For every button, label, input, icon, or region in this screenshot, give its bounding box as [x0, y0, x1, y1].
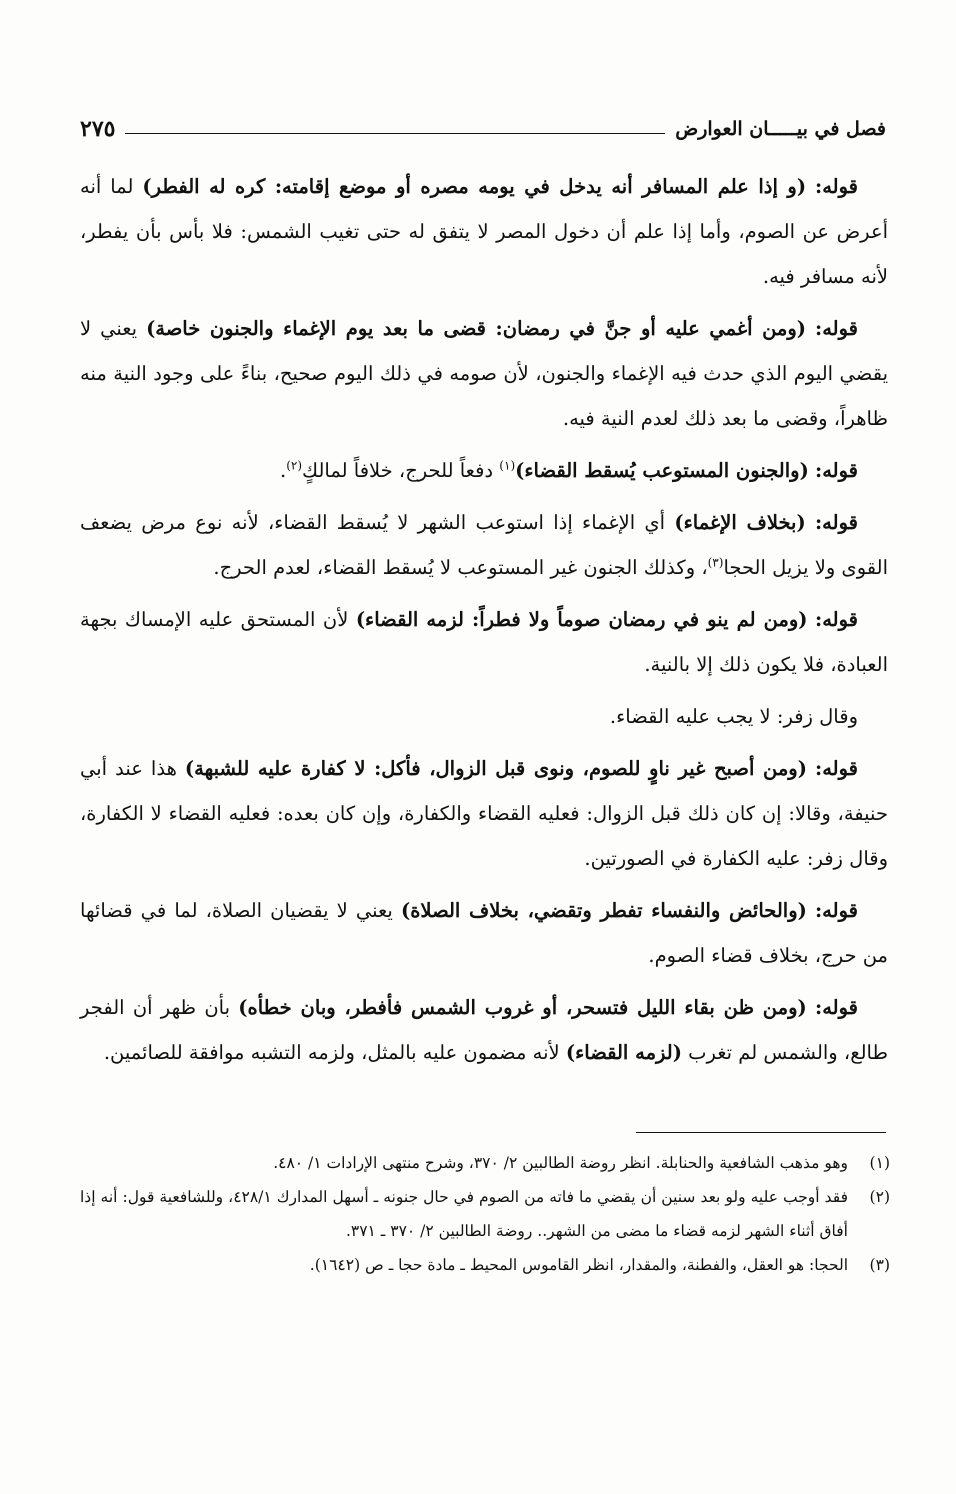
- header-rule: [125, 133, 665, 134]
- footnote-text: الحجا: هو العقل، والفطنة، والمقدار، انظر القاموس المحيط ـ مادة حجا ـ ص (١٦٤٢).: [309, 1256, 848, 1274]
- quoted-matn: (و إذا علم المسافر أنه يدخل في يومه مصره أو موضع إقامته: كره له الفطر): [142, 175, 807, 198]
- footnote-text: وهو مذهب الشافعية والحنابلة. انظر روضة الطالبين ٢/ ٣٧٠، وشرح منتهى الإرادات ١/ ٤٨٠.: [273, 1154, 848, 1172]
- quoted-matn: (ومن لم ينو في رمضان صوماً ولا فطراً: لزمه القضاء): [355, 608, 808, 631]
- commentary-text: بأن ظهر أن الفجر طالع، والشمس لم تغرب: [80, 996, 888, 1064]
- commentary-text: يعني لا يقضيان الصلاة، لما في قضائها من حرج، بخلاف قضاء الصوم.: [80, 899, 888, 967]
- commentary-text: لأن المستحق عليه الإمساك بجهة العبادة، فلا يكون ذلك إلا بالنية.: [80, 608, 888, 676]
- paragraph: [80, 888, 888, 978]
- paragraph: [80, 306, 888, 441]
- paragraph-lead: قوله:: [815, 175, 859, 198]
- paragraph-lead: قوله:: [814, 511, 858, 534]
- paragraph-lead: قوله:: [815, 996, 859, 1019]
- commentary-text: .: [280, 459, 287, 482]
- quoted-matn: (ومن أصبح غير ناوٍ للصوم، ونوى قبل الزوال، فأكل: لا كفارة عليه للشبهة): [184, 757, 807, 780]
- chapter-title: فصل في بيـــــان العوارض: [675, 118, 886, 140]
- quoted-matn: (والحائض والنفساء تفطر وتقضي، بخلاف الصلاة): [400, 899, 807, 922]
- quoted-matn: (والجنون المستوعب يُسقط القضاء): [515, 459, 809, 482]
- paragraph: [80, 597, 888, 687]
- commentary-text: أي الإغماء إذا استوعب الشهر لا يُسقط القضاء، لأنه نوع مرض يضعف القوى ولا يزيل الحجا: [80, 511, 888, 579]
- footnote-marker: (١): [869, 1154, 890, 1172]
- quoted-matn: (ومن ظن بقاء الليل فتسحر، أو غروب الشمس فأفطر، وبان خطأه): [238, 996, 807, 1019]
- footnote-marker: (٢): [869, 1188, 890, 1206]
- commentary-text: لما أنه أعرض عن الصوم، وأما إذا علم أن دخول المصر لا يتفق له حتى تغيب الشمس: فلا بأس بأن يفطر، لأنه مسافر فيه.: [80, 175, 888, 288]
- commentary-text: هذا عند أبي حنيفة، وقالا: إن كان ذلك قبل الزوال: فعليه القضاء والكفارة، وإن كان بعده: فعليه القضاء لا الكفارة، وقال زفر: عليه الكفارة في الصورتين.: [80, 757, 888, 870]
- footnote-ref: (١): [499, 458, 516, 473]
- commentary-text: لأنه مضمون عليه بالمثل، ولزمه التشبه موافقة للصائمين.: [103, 1041, 566, 1064]
- footnotes: [80, 1146, 890, 1282]
- commentary-text: ، وكذلك الجنون غير المستوعب لا يُسقط القضاء، لعدم الحرج.: [213, 556, 708, 579]
- paragraph: [80, 985, 888, 1075]
- footnote-ref: (٣): [707, 555, 724, 570]
- paragraph-lead: قوله:: [815, 459, 858, 482]
- paragraph: [80, 694, 888, 739]
- footnote: [80, 1248, 890, 1282]
- page-number: ٢٧٥: [80, 116, 116, 142]
- quoted-matn: (لزمه القضاء): [565, 1041, 682, 1064]
- commentary-text: وقال زفر: لا يجب عليه القضاء.: [609, 705, 858, 728]
- commentary-text: يعني لا يقضي اليوم الذي حدث فيه الإغماء والجنون، لأن صومه في ذلك اليوم صحيح، بناءً على وجود النية منه ظاهراً، وقضى ما بعد ذلك لعدم النية فيه.: [80, 317, 888, 430]
- paragraph: [80, 448, 888, 493]
- running-header: [80, 112, 886, 146]
- commentary-text: دفعاً للحرج، خلافاً لمالكٍ: [302, 459, 500, 482]
- main-text: [80, 164, 888, 1082]
- quoted-matn: (ومن أغمي عليه أو جنَّ في رمضان: قضى ما بعد يوم الإغماء والجنون خاصة): [146, 317, 807, 340]
- paragraph: [80, 500, 888, 590]
- footnote: [80, 1180, 890, 1248]
- quoted-matn: (بخلاف الإغماء): [674, 511, 806, 534]
- paragraph-lead: قوله:: [815, 757, 859, 780]
- paragraph: [80, 746, 888, 881]
- paragraph-lead: قوله:: [814, 899, 858, 922]
- paragraph-lead: قوله:: [815, 608, 858, 631]
- paragraph: [80, 164, 888, 299]
- paragraph-lead: قوله:: [815, 317, 858, 340]
- footnote-marker: (٣): [869, 1256, 890, 1274]
- footnote-ref: (٢): [286, 458, 303, 473]
- footnote-text: فقد أوجب عليه ولو بعد سنين أن يقضي ما فاته من الصوم في حال جنونه ـ أسهل المدارك ٤٢٨/١، وللشافعية قول: أنه إذا أفاق أثناء الشهر لزمه قضاء ما مضى من الشهر.. روضة الطالبين ٢/ ٣٧٠ ـ ٣٧١.: [80, 1188, 848, 1240]
- footnote: [80, 1146, 890, 1180]
- footnote-separator: [636, 1132, 886, 1133]
